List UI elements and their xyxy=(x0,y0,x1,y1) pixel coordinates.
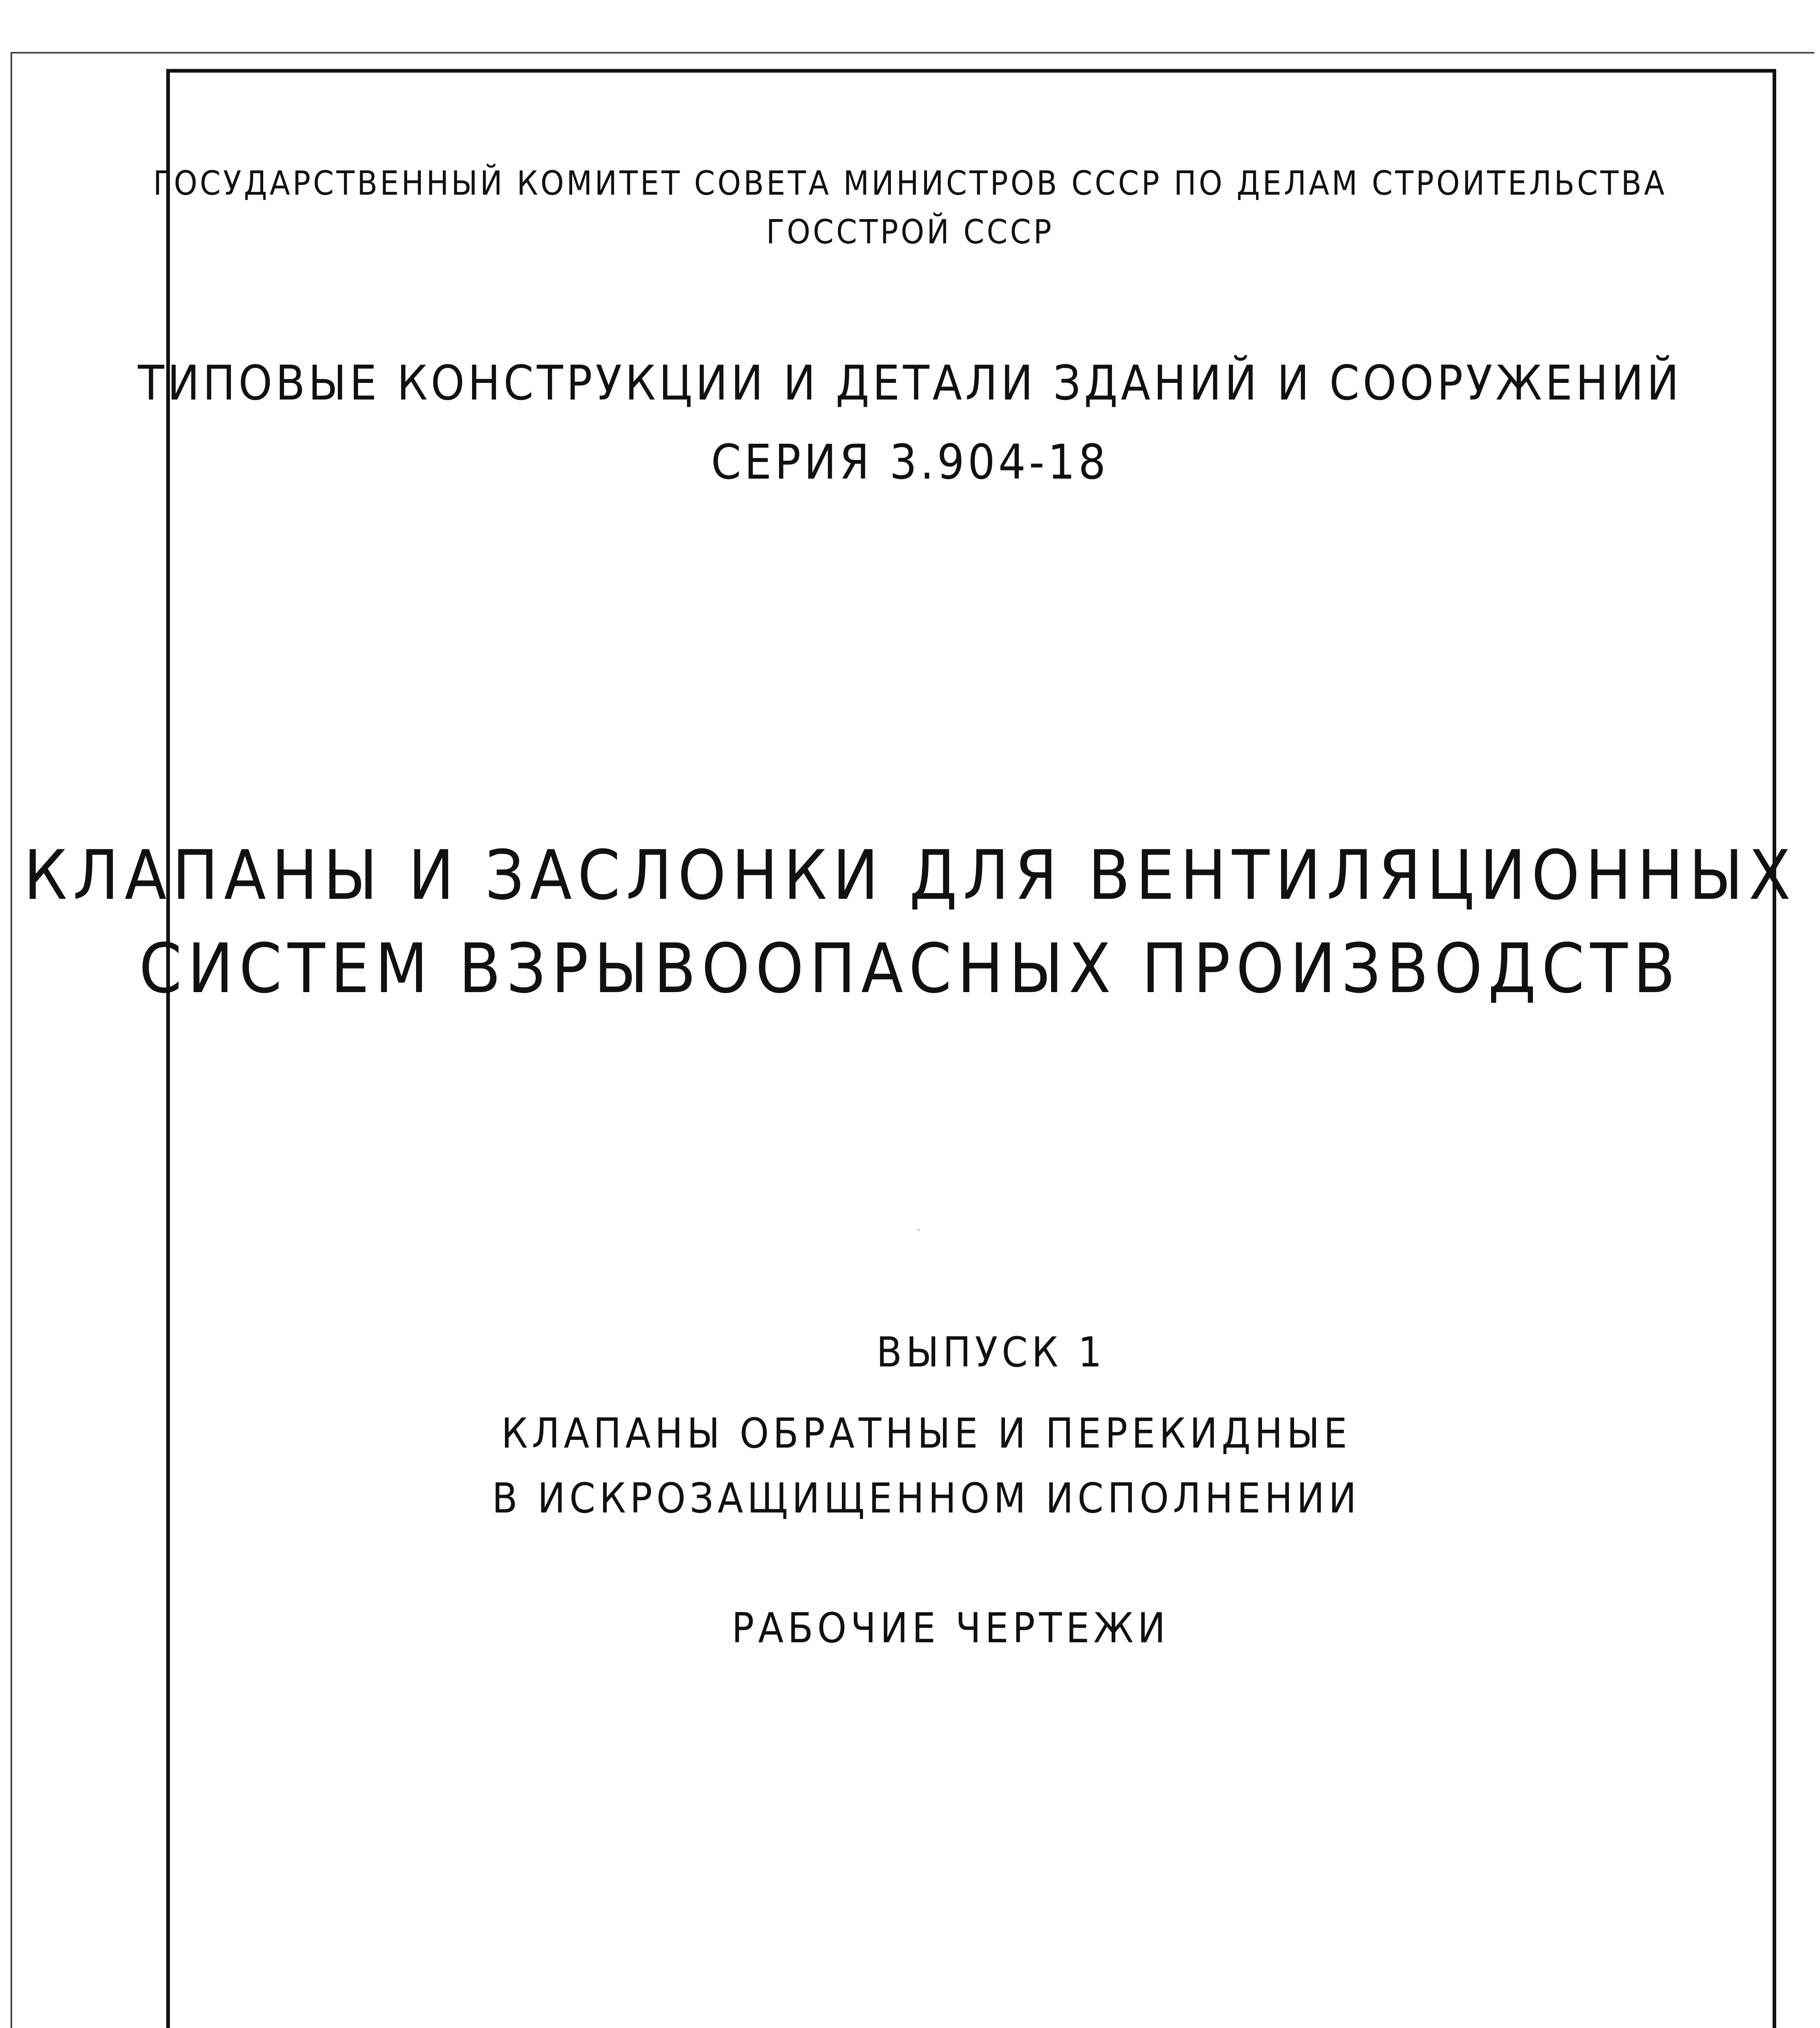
issue-subtitle-line-2: В ИСКРОЗАЩИЩЕННОМ ИСПОЛНЕНИИ xyxy=(492,1474,1361,1523)
scan-speck xyxy=(917,1229,920,1231)
issue-subtitle-line-1: КЛАПАНЫ ОБРАТНЫЕ И ПЕРЕКИДНЫЕ xyxy=(501,1409,1351,1458)
issue-label: ВЫПУСК 1 xyxy=(876,1328,1106,1377)
document-type: РАБОЧИЕ ЧЕРТЕЖИ xyxy=(732,1604,1170,1652)
main-title-line-1: КЛАПАНЫ И ЗАСЛОНКИ ДЛЯ ВЕНТИЛЯЦИОННЫХ xyxy=(24,836,1796,915)
main-title-line-2: СИСТЕМ ВЗРЫВООПАСНЫХ ПРОИЗВОДСТВ xyxy=(139,929,1681,1008)
organization-line-1: ГОСУДАРСТВЕННЫЙ КОМИТЕТ СОВЕТА МИНИСТРОВ СССР ПО ДЕЛАМ СТРОИТЕЛЬСТВА xyxy=(153,164,1667,203)
organization-line-2: ГОССТРОЙ СССР xyxy=(766,213,1054,251)
outer-frame-left-line xyxy=(11,52,12,2028)
series-number: СЕРИЯ 3.904-18 xyxy=(711,434,1109,490)
series-title: ТИПОВЫЕ КОНСТРУКЦИИ И ДЕТАЛИ ЗДАНИЙ И СООРУЖЕНИЙ xyxy=(137,355,1683,411)
